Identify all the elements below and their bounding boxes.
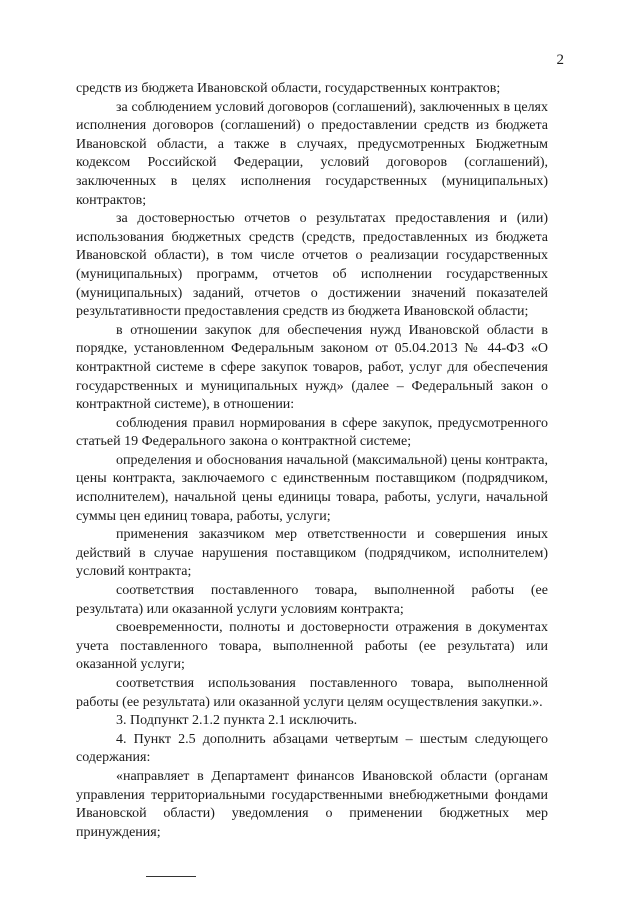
- footer-divider: [146, 876, 196, 877]
- paragraph: в отношении закупок для обеспечения нужд Ивановской области в порядке, установленном Федеральным законом от 05.04.2013 № 44-ФЗ «О контрактной системе в сфере закупок товаров, работ, услуг для обеспечения государственных и муниципальных нужд» (далее – Федеральный закон о контрактной системе), в отношении:: [76, 322, 548, 413]
- paragraph: своевременности, полноты и достоверности отражения в документах учета поставленного товара, выполненной работы (ее результата) или оказанной услуги;: [76, 620, 548, 673]
- paragraph: 4. Пункт 2.5 дополнить абзацами четвертым – шестым следующего содержания:: [76, 731, 548, 766]
- page-number: 2: [556, 52, 564, 68]
- paragraph: соответствия использования поставленного товара, выполненной работы (ее результата) или оказанной услуги целям осуществления закупки.».: [76, 676, 548, 710]
- paragraph: за достоверностью отчетов о результатах предоставления и (или) использования бюджетных средств (средств, предоставленных из бюджета Ивановской области), в том числе отчетов о реализации государственных (муниципальных) программ, отчетов об исполнении государственных (муниципальных) заданий, отчетов о достижении значений показателей результативности предоставления средств из бюджета Ивановской области;: [76, 211, 548, 320]
- paragraph: применения заказчиком мер ответственности и совершения иных действий в случае нарушения поставщиком (подрядчиком, исполнителем) условий контракта;: [76, 527, 548, 580]
- paragraph: средств из бюджета Ивановской области, государственных контрактов;: [76, 81, 501, 96]
- paragraph: за соблюдением условий договоров (соглашений), заключенных в целях исполнения договоров (соглашений) о предоставлении средств из бюджета Ивановской области, а также в случаях, предусмотренных Бюджетным кодексом Российской Федерации, условий договоров (соглашений), заключенных в целях исполнения государственных (муниципальных) контрактов;: [76, 99, 548, 208]
- paragraph: соблюдения правил нормирования в сфере закупок, предусмотренного статьей 19 Федерального закона о контрактной системе;: [76, 415, 548, 450]
- document-body: [76, 80, 548, 842]
- paragraph: «направляет в Департамент финансов Ивановской области (органам управления территориальными государственными внебюджетными фондами Ивановской области) уведомления о применении бюджетных мер принуждения;: [76, 768, 548, 840]
- paragraph: 3. Подпункт 2.1.2 пункта 2.1 исключить.: [116, 713, 358, 729]
- paragraph: определения и обоснования начальной (максимальной) цены контракта, цены контракта, заключаемого с единственным поставщиком (подрядчиком, исполнителем), начальной цены единицы товара, работы, услуги, начальной суммы цен единиц товара, работы, услуги;: [76, 452, 548, 524]
- paragraph: соответствия поставленного товара, выполненной работы (ее результата) или оказанной услуги условиям контракта;: [76, 583, 548, 617]
